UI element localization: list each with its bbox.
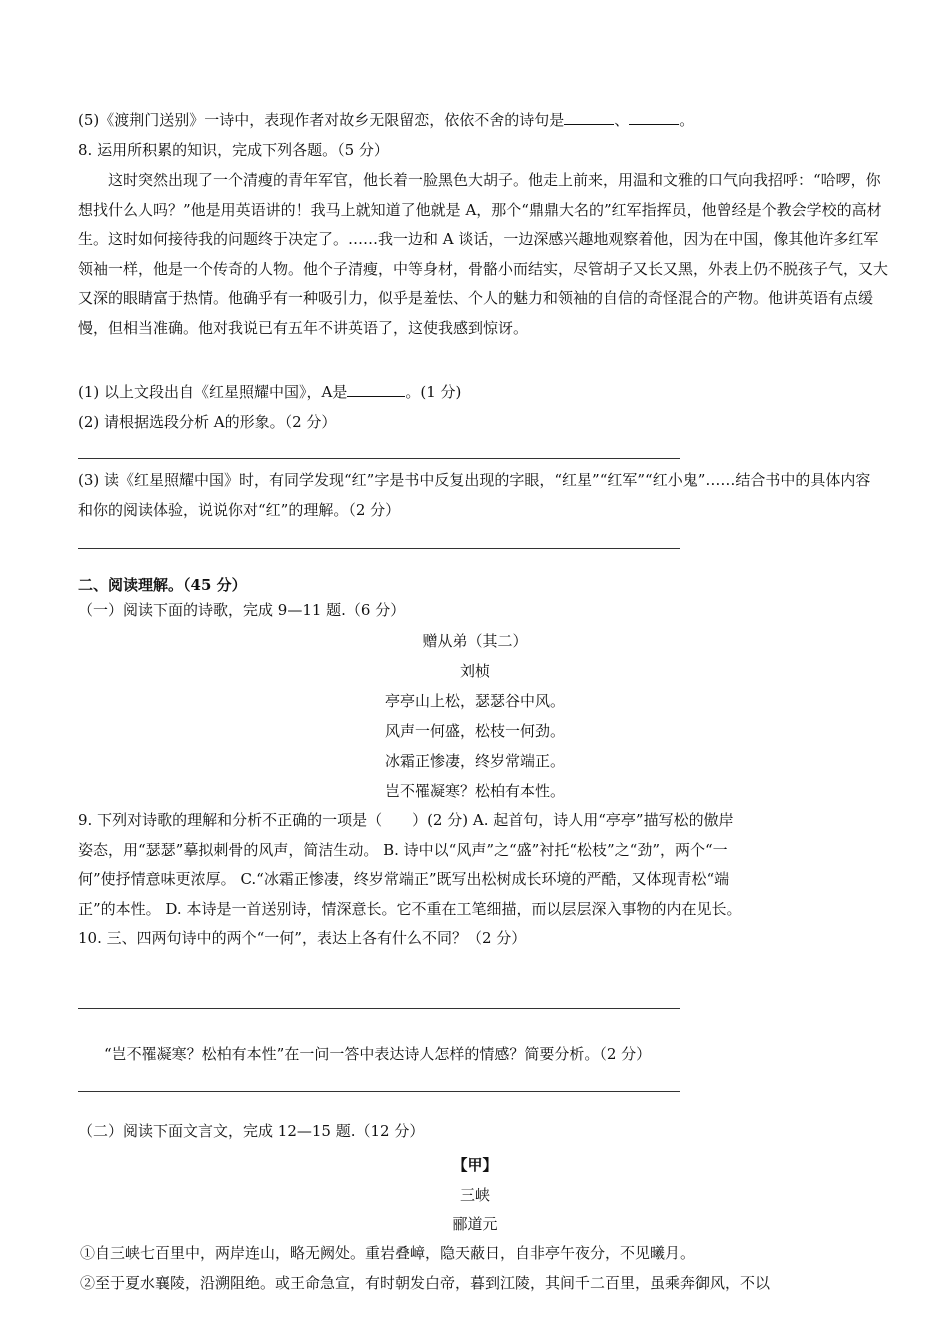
q8-sub1-suffix: 。(1 分) [405,383,462,401]
q11-text: “岂不罹凝寒？松柏有本性”在一问一答中表达诗人怎样的情感？简要分析。（2 分） [104,1045,652,1063]
q7-5-end: 。 [679,111,695,129]
poem-line: 风声一何盛，松枝一何劲。 [384,722,565,740]
answer-line [78,458,680,459]
q8-sub2: (2) 请根据选段分析 A的形象。（2 分） [78,413,337,431]
q8-sub1-prefix: (1) 以上文段出自《红星照耀中国》，A是 [78,383,348,401]
q8-sub3: (3) 读《红星照耀中国》时，有同学发现“红”字是书中反复出现的字眼，“红星”“红军”“红小鬼”……结合书中的具体内容和你的阅读体验，说说你对“红”的理解。（2 分） [78,471,871,519]
answer-line [78,1091,680,1092]
q7-5-prefix: (5)《渡荆门送别》一诗中，表现作者对故乡无限留恋，依依不舍的诗句是 [78,111,565,129]
q8-sub1 [78,382,461,402]
q7-5-line [78,110,694,130]
poem-line: 亭亭山上松，瑟瑟谷中风。 [384,692,565,710]
part1-title: （一）阅读下面的诗歌，完成 9—11 题.（6 分） [78,601,406,619]
section2-title: 二、阅读理解。（45 分） [78,576,247,594]
q9-q10-text: 9. 下列对诗歌的理解和分析不正确的一项是（ ）(2 分) A. 起首句，诗人用“亭亭”描写松的傲岸姿态，用“瑟瑟”摹拟刺骨的风声，简洁生动。 B. 诗中以“风声”之“盛”衬托“松枝”之“劲”，两个“一何”使抒情意味更浓厚。 C.“冰霜正惨凄，终岁常端正”既写出松树成长环境的严酷，又体现青松“端正”的本性。 D. 本诗是一首送别诗，情深意长。它不重在工笔细描，而以层层深入事物的内在见长。 10. 三、四两句诗中的两个“一何”，表达上各有什么不同？（2 分） [78,811,742,948]
answer-line [78,1008,680,1009]
answer-blank [629,110,679,125]
answer-line [78,548,680,549]
poem-line: 岂不罹凝寒？松柏有本性。 [384,782,565,800]
q7-5-sep: 、 [614,111,630,129]
essay-title: 三峡 [459,1186,490,1204]
jia-label: 【甲】 [452,1156,498,1174]
poem-title: 赠从弟（其二） [422,632,528,650]
answer-blank [347,382,405,397]
essay-paragraph-2: ②至于夏水襄陵，沿溯阻绝。或王命急宣，有时朝发白帝，暮到江陵，其间千二百里，虽乘奔御风，不以 [80,1274,771,1292]
answer-blank [564,110,614,125]
poem-author: 刘桢 [459,662,490,680]
essay-author: 郦道元 [452,1215,498,1233]
poem-line: 冰霜正惨凄，终岁常端正。 [384,752,565,770]
essay-paragraph-1: ①自三峡七百里中，两岸连山，略无阙处。重岩叠嶂，隐天蔽日，自非亭午夜分，不见曦月。 [80,1244,696,1262]
part2-title: （二）阅读下面文言文，完成 12—15 题.（12 分） [78,1122,425,1140]
q8-title: 8. 运用所积累的知识，完成下列各题。（5 分） [78,141,389,159]
q8-passage: 这时突然出现了一个清瘦的青年军官，他长着一脸黑色大胡子。他走上前来，用温和文雅的口气向我招呼：“哈啰，你想找什么人吗？”他是用英语讲的！我马上就知道了他就是 A，那个“鼎鼎大名的”红军指挥员，他曾经是个教会学校的高材生。这时如何接待我的问题终于决定了。……我一边和 A 谈话，一边深感兴趣地观察着他，因为在中国，像其他许多红军领袖一样，他是一个传奇的人物。他个子清瘦，中等身材，骨骼小而结实，尽管胡子又长又黑，外表上仍不脱孩子气，又大又深的眼睛富于热情。他确乎有一种吸引力，似乎是羞怯、个人的魅力和领袖的自信的奇怪混合的产物。他讲英语有点缓慢，但相当准确。他对我说已有五年不讲英语了，这使我感到惊讶。 [78,171,889,337]
